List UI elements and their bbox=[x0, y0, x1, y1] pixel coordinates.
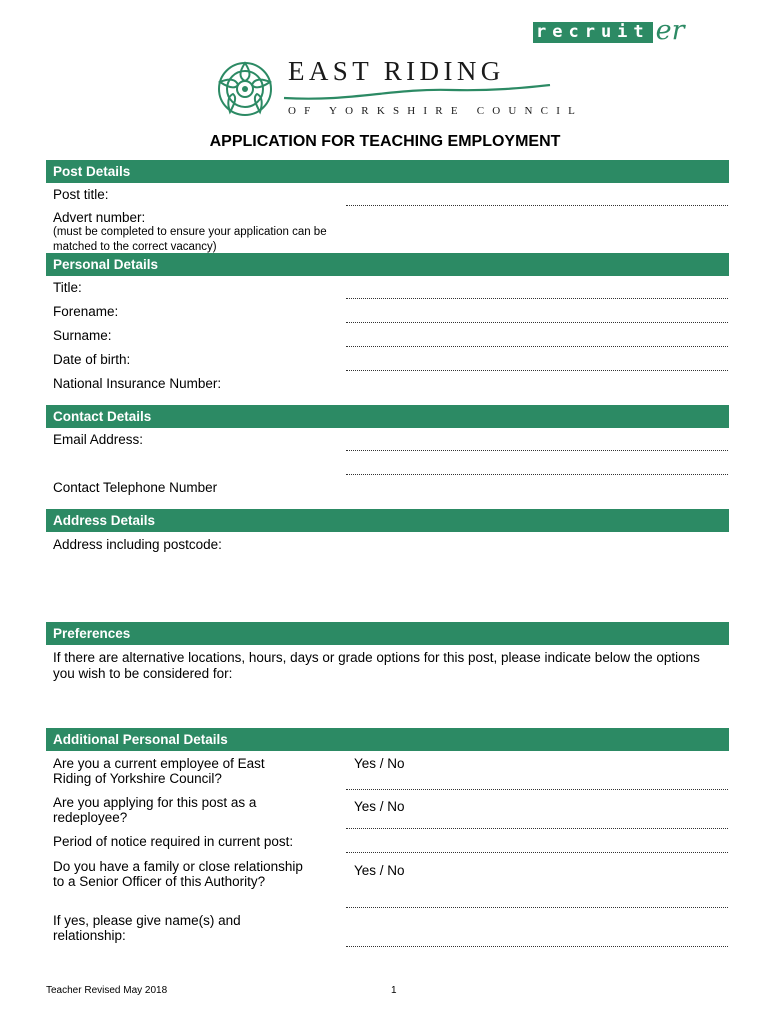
section-header-additional-details: Additional Personal Details bbox=[46, 728, 729, 751]
page-title: APPLICATION FOR TEACHING EMPLOYMENT bbox=[209, 133, 561, 150]
family-relationship-field[interactable] bbox=[346, 907, 728, 908]
notice-period-field[interactable] bbox=[346, 852, 728, 853]
advert-number-note: (must be completed to ensure your application can be matched to the correct vacancy) bbox=[53, 226, 327, 253]
question-current-employee: Are you a current employee of East Riding of Yorkshire Council? bbox=[53, 756, 265, 786]
org-subtitle: OF YORKSHIRE COUNCIL bbox=[288, 105, 583, 117]
label-ni-number: National Insurance Number: bbox=[53, 376, 222, 391]
current-employee-yes-no[interactable]: Yes / No bbox=[354, 756, 405, 771]
label-forename: Forename: bbox=[53, 304, 119, 319]
surname-field[interactable] bbox=[346, 346, 728, 347]
label-email: Email Address: bbox=[53, 432, 144, 447]
section-header-post-details: Post Details bbox=[46, 160, 729, 183]
redeployee-field[interactable] bbox=[346, 828, 728, 829]
recruiter-logo bbox=[533, 15, 685, 46]
preferences-text: If there are alternative locations, hours, days or grade options for this post, please indicate below the options you wish to be considered for: bbox=[53, 650, 700, 681]
redeployee-yes-no[interactable]: Yes / No bbox=[354, 799, 405, 814]
section-header-contact-details: Contact Details bbox=[46, 405, 729, 428]
section-header-address-details: Address Details bbox=[46, 509, 729, 532]
label-date-of-birth: Date of birth: bbox=[53, 352, 131, 367]
question-redeployee: Are you applying for this post as a redeployee? bbox=[53, 795, 257, 825]
label-telephone: Contact Telephone Number bbox=[53, 480, 218, 495]
recruiter-logo-text: recruit bbox=[533, 22, 653, 43]
section-header-personal-details: Personal Details bbox=[46, 253, 729, 276]
question-family-relationship: Do you have a family or close relationship to a Senior Officer of this Authority? bbox=[53, 859, 303, 889]
question-notice-period: Period of notice required in current post: bbox=[53, 834, 294, 849]
family-relationship-yes-no[interactable]: Yes / No bbox=[354, 863, 405, 878]
recruiter-logo-suffix: er bbox=[655, 15, 685, 46]
org-wave-line bbox=[282, 84, 552, 107]
council-crest-icon bbox=[215, 60, 275, 123]
label-advert-number: Advert number: bbox=[53, 210, 146, 225]
title-field[interactable] bbox=[346, 298, 728, 299]
label-address: Address including postcode: bbox=[53, 537, 222, 552]
question-names-relationship: If yes, please give name(s) and relationship: bbox=[53, 913, 241, 943]
footer-revision: Teacher Revised May 2018 bbox=[46, 985, 168, 996]
label-post-title: Post title: bbox=[53, 187, 109, 202]
names-relationship-field[interactable] bbox=[346, 946, 728, 947]
email-field[interactable] bbox=[346, 450, 728, 451]
post-title-field[interactable] bbox=[346, 205, 728, 206]
date-of-birth-field[interactable] bbox=[346, 370, 728, 371]
label-surname: Surname: bbox=[53, 328, 112, 343]
email-field-continued[interactable] bbox=[346, 474, 728, 475]
org-name: EAST RIDING bbox=[288, 56, 505, 86]
label-title: Title: bbox=[53, 280, 82, 295]
footer-page-number: 1 bbox=[391, 985, 397, 996]
forename-field[interactable] bbox=[346, 322, 728, 323]
current-employee-field[interactable] bbox=[346, 789, 728, 790]
section-header-preferences: Preferences bbox=[46, 622, 729, 645]
